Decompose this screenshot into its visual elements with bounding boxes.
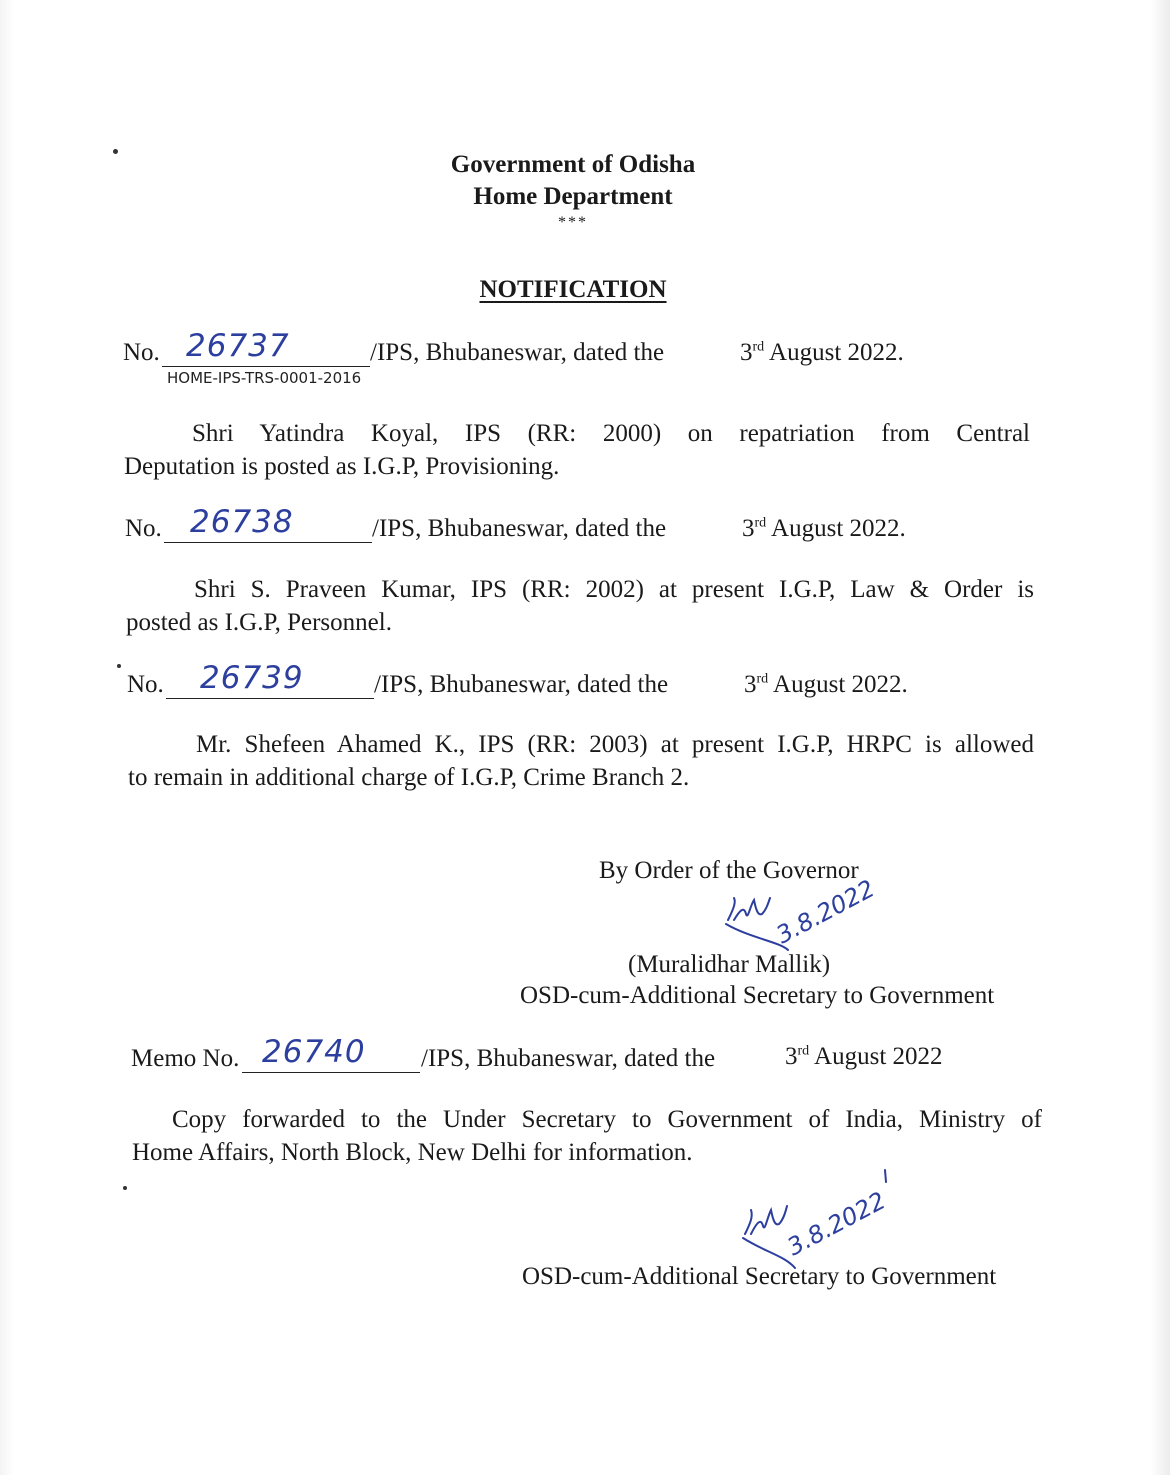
header-separator: *** (558, 214, 588, 231)
memo-suffix: /IPS, Bhubaneswar, dated the (421, 1045, 716, 1072)
number-suffix: /IPS, Bhubaneswar, dated the (374, 671, 669, 698)
entry-date: 3rd August 2022. (742, 515, 906, 542)
number-blank-line (162, 366, 370, 367)
margin-dot (113, 149, 118, 154)
handwritten-number: 26738 (190, 504, 294, 540)
signatory-designation: OSD-cum-Additional Secretary to Government (520, 982, 995, 1009)
notification-heading: NOTIFICATION (479, 276, 667, 303)
number-blank-line (166, 698, 374, 699)
entry-body-line: Deputation is posted as I.G.P, Provisioning. (124, 453, 560, 480)
handwritten-number: 26739 (200, 660, 304, 696)
government-title: Government of Odisha (450, 151, 696, 178)
margin-dot (117, 664, 121, 668)
number-blank-line (242, 1072, 420, 1073)
number-prefix: No. (123, 339, 160, 366)
entry-body-line: posted as I.G.P, Personnel. (126, 609, 392, 636)
file-reference: HOME-IPS-TRS-0001-2016 (167, 369, 362, 387)
number-blank-line (164, 542, 372, 543)
signature-date: 3.8.2022 (782, 1186, 891, 1262)
by-order-line: By Order of the Governor (599, 857, 859, 884)
handwritten-number: 26737 (186, 328, 290, 364)
number-prefix: No. (127, 671, 164, 698)
department-title: Home Department (473, 183, 673, 210)
entry-body-line: Mr. Shefeen Ahamed K., IPS (RR: 2003) at present I.G.P, HRPC is allowed (196, 731, 1034, 758)
entry-body-line: to remain in additional charge of I.G.P, Crime Branch 2. (128, 764, 690, 791)
memo-prefix: Memo No. (131, 1045, 240, 1072)
signature-mark (735, 1160, 905, 1270)
margin-dot (123, 1186, 127, 1190)
memo-body-line: Home Affairs, North Block, New Delhi for information. (132, 1139, 693, 1166)
entry-date: 3rd August 2022. (744, 671, 908, 698)
number-suffix: /IPS, Bhubaneswar, dated the (370, 339, 665, 366)
entry-date: 3rd August 2022. (740, 339, 904, 366)
memo-date: 3rd August 2022 (785, 1043, 943, 1070)
memo-designation: OSD-cum-Additional Secretary to Government (522, 1263, 997, 1290)
handwritten-number: 26740 (262, 1034, 366, 1070)
number-prefix: No. (125, 515, 162, 542)
entry-body-line: Shri Yatindra Koyal, IPS (RR: 2000) on repatriation from Central (192, 420, 1030, 447)
entry-body-line: Shri S. Praveen Kumar, IPS (RR: 2002) at present I.G.P, Law & Order is (194, 576, 1034, 603)
signatory-name: (Muralidhar Mallik) (628, 951, 831, 978)
memo-body-line: Copy forwarded to the Under Secretary to Government of India, Ministry of (172, 1106, 1042, 1133)
signature-mark (720, 874, 890, 960)
number-suffix: /IPS, Bhubaneswar, dated the (372, 515, 667, 542)
signature-date: 3.8.2022 (771, 874, 880, 950)
